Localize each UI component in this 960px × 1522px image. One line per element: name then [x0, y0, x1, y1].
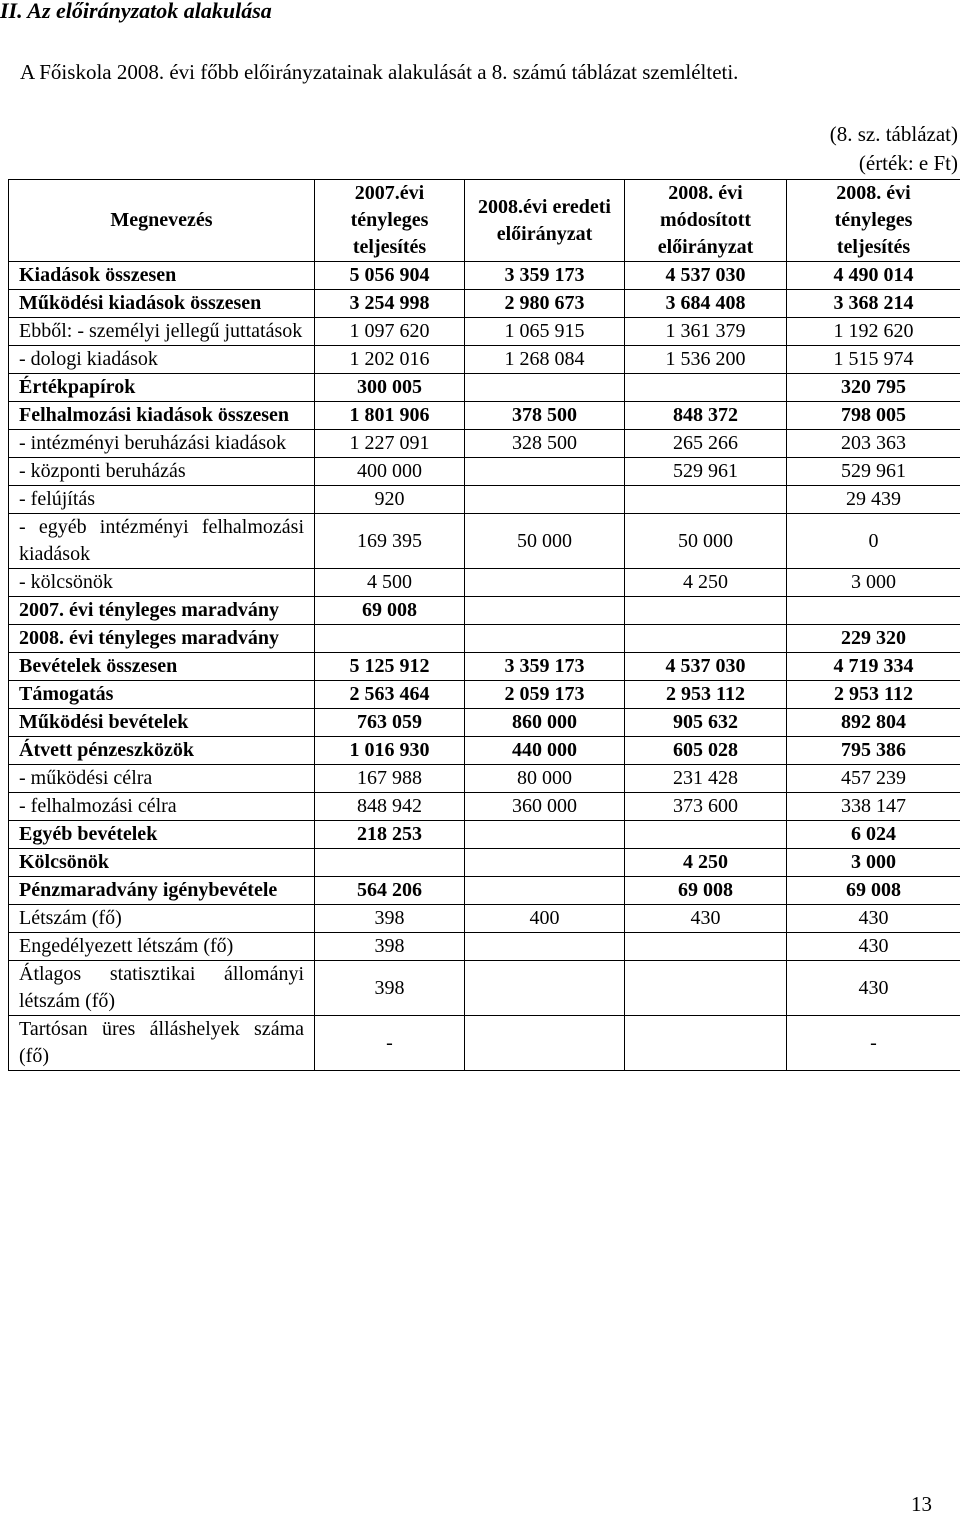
cell-value: 6 024: [787, 821, 960, 849]
table-row: [9, 402, 960, 430]
cell-value: [465, 597, 625, 625]
cell-value: 4 537 030: [625, 653, 787, 681]
cell-value: 69 008: [315, 597, 465, 625]
table-row: [9, 625, 960, 653]
cell-value: 4 537 030: [625, 262, 787, 290]
row-label: Kölcsönök: [9, 849, 315, 877]
cell-value: [465, 849, 625, 877]
cell-value: 5 125 912: [315, 653, 465, 681]
cell-value: [465, 569, 625, 597]
cell-value: 564 206: [315, 877, 465, 905]
cell-value: 3 684 408: [625, 290, 787, 318]
cell-value: 1 016 930: [315, 737, 465, 765]
cell-value: 1 065 915: [465, 318, 625, 346]
cell-value: [625, 486, 787, 514]
row-label: Támogatás: [9, 681, 315, 709]
cell-value: 529 961: [787, 458, 960, 486]
cell-value: 605 028: [625, 737, 787, 765]
cell-value: 231 428: [625, 765, 787, 793]
cell-value: 265 266: [625, 430, 787, 458]
cell-value: 430: [787, 933, 960, 961]
row-label: - kölcsönök: [9, 569, 315, 597]
table-row: [9, 346, 960, 374]
cell-value: 360 000: [465, 793, 625, 821]
row-label: - működési célra: [9, 765, 315, 793]
cell-value: 80 000: [465, 765, 625, 793]
cell-value: 1 536 200: [625, 346, 787, 374]
cell-value: 328 500: [465, 430, 625, 458]
row-label: 2008. évi tényleges maradvány: [9, 625, 315, 653]
row-label: Működési kiadások összesen: [9, 290, 315, 318]
row-label: Egyéb bevételek: [9, 821, 315, 849]
table-row: [9, 737, 960, 765]
table-row: [9, 458, 960, 486]
cell-value: -: [315, 1016, 465, 1071]
cell-value: 3 359 173: [465, 653, 625, 681]
row-label: Bevételek összesen: [9, 653, 315, 681]
cell-value: 440 000: [465, 737, 625, 765]
page-number: 13: [911, 1492, 932, 1516]
cell-value: [465, 458, 625, 486]
cell-value: 430: [787, 905, 960, 933]
header-2008-original: 2008.évi eredeti előirányzat: [465, 180, 625, 262]
table-header-row: [9, 180, 960, 262]
row-label: - dologi kiadások: [9, 346, 315, 374]
cell-value: 1 227 091: [315, 430, 465, 458]
cell-value: 203 363: [787, 430, 960, 458]
cell-value: [625, 1016, 787, 1071]
cell-value: 2 953 112: [625, 681, 787, 709]
cell-value: 430: [787, 961, 960, 1016]
cell-value: [465, 625, 625, 653]
cell-value: 848 372: [625, 402, 787, 430]
row-label: 2007. évi tényleges maradvány: [9, 597, 315, 625]
cell-value: 400: [465, 905, 625, 933]
table-row: [9, 821, 960, 849]
table-row: [9, 262, 960, 290]
cell-value: 3 000: [787, 849, 960, 877]
table-row: [9, 765, 960, 793]
row-label: Tartósan üres álláshelyek száma (fő): [9, 1016, 315, 1071]
cell-value: [315, 625, 465, 653]
cell-value: 1 268 084: [465, 346, 625, 374]
cell-value: 892 804: [787, 709, 960, 737]
row-label: Átlagos statisztikai állományi létszám (fő): [9, 961, 315, 1016]
cell-value: 378 500: [465, 402, 625, 430]
unit-note: (érték: e Ft): [858, 151, 958, 175]
table-row: [9, 681, 960, 709]
cell-value: 1 202 016: [315, 346, 465, 374]
table-row: [9, 961, 960, 1016]
cell-value: [465, 486, 625, 514]
table-row: [9, 653, 960, 681]
cell-value: 4 250: [625, 569, 787, 597]
table-row: [9, 793, 960, 821]
cell-value: 300 005: [315, 374, 465, 402]
cell-value: 4 500: [315, 569, 465, 597]
row-label: Pénzmaradvány igénybevétele: [9, 877, 315, 905]
table-row: [9, 877, 960, 905]
table-row: [9, 905, 960, 933]
cell-value: 1 801 906: [315, 402, 465, 430]
cell-value: [465, 1016, 625, 1071]
cell-value: 50 000: [465, 514, 625, 569]
cell-value: 5 056 904: [315, 262, 465, 290]
cell-value: [625, 933, 787, 961]
cell-value: [465, 374, 625, 402]
cell-value: 2 059 173: [465, 681, 625, 709]
row-label: - intézményi beruházási kiadások: [9, 430, 315, 458]
cell-value: 398: [315, 933, 465, 961]
row-label: Kiadások összesen: [9, 262, 315, 290]
cell-value: 4 250: [625, 849, 787, 877]
cell-value: [465, 821, 625, 849]
table-row: [9, 374, 960, 402]
cell-value: 167 988: [315, 765, 465, 793]
table-row: [9, 514, 960, 569]
table-row: [9, 486, 960, 514]
cell-value: 4 490 014: [787, 262, 960, 290]
intro-paragraph: A Főiskola 2008. évi főbb előirányzatainak alakulását a 8. számú táblázat szemlélteti.: [20, 60, 739, 84]
cell-value: 1 515 974: [787, 346, 960, 374]
cell-value: 398: [315, 961, 465, 1016]
cell-value: 795 386: [787, 737, 960, 765]
cell-value: 2 563 464: [315, 681, 465, 709]
cell-value: 860 000: [465, 709, 625, 737]
header-2007-actual: 2007.évi tényleges teljesítés: [315, 180, 465, 262]
table-row: [9, 933, 960, 961]
cell-value: [787, 597, 960, 625]
cell-value: [625, 821, 787, 849]
cell-value: [625, 625, 787, 653]
table-row: [9, 849, 960, 877]
cell-value: 320 795: [787, 374, 960, 402]
cell-value: 29 439: [787, 486, 960, 514]
cell-value: 69 008: [625, 877, 787, 905]
cell-value: 3 254 998: [315, 290, 465, 318]
row-label: Létszám (fő): [9, 905, 315, 933]
row-label: Értékpapírok: [9, 374, 315, 402]
header-2008-actual: 2008. évi tényleges teljesítés: [787, 180, 960, 262]
row-label: Engedélyezett létszám (fő): [9, 933, 315, 961]
cell-value: 398: [315, 905, 465, 933]
table-reference: (8. sz. táblázat): [829, 122, 958, 146]
cell-value: 848 942: [315, 793, 465, 821]
cell-value: 798 005: [787, 402, 960, 430]
cell-value: 229 320: [787, 625, 960, 653]
cell-value: -: [787, 1016, 960, 1071]
cell-value: 400 000: [315, 458, 465, 486]
cell-value: 3 000: [787, 569, 960, 597]
table-row: [9, 1016, 960, 1071]
cell-value: 430: [625, 905, 787, 933]
header-name: Megnevezés: [9, 180, 315, 262]
cell-value: 2 953 112: [787, 681, 960, 709]
cell-value: 1 097 620: [315, 318, 465, 346]
cell-value: 218 253: [315, 821, 465, 849]
cell-value: 3 368 214: [787, 290, 960, 318]
cell-value: [625, 961, 787, 1016]
row-label: - központi beruházás: [9, 458, 315, 486]
cell-value: [625, 374, 787, 402]
cell-value: [315, 849, 465, 877]
cell-value: 69 008: [787, 877, 960, 905]
cell-value: 1 361 379: [625, 318, 787, 346]
cell-value: 0: [787, 514, 960, 569]
table-row: [9, 318, 960, 346]
cell-value: 1 192 620: [787, 318, 960, 346]
cell-value: 920: [315, 486, 465, 514]
cell-value: 529 961: [625, 458, 787, 486]
row-label: - egyéb intézményi felhalmozási kiadások: [9, 514, 315, 569]
cell-value: 373 600: [625, 793, 787, 821]
cell-value: [465, 877, 625, 905]
cell-value: 3 359 173: [465, 262, 625, 290]
cell-value: 169 395: [315, 514, 465, 569]
budget-table: [8, 179, 960, 1071]
row-label: - felújítás: [9, 486, 315, 514]
table-row: [9, 709, 960, 737]
table-row: [9, 569, 960, 597]
row-label: Átvett pénzeszközök: [9, 737, 315, 765]
cell-value: [465, 961, 625, 1016]
header-2008-modified: 2008. évi módosított előirányzat: [625, 180, 787, 262]
cell-value: 338 147: [787, 793, 960, 821]
cell-value: [465, 933, 625, 961]
row-label: Működési bevételek: [9, 709, 315, 737]
table-row: [9, 290, 960, 318]
cell-value: 2 980 673: [465, 290, 625, 318]
row-label: Felhalmozási kiadások összesen: [9, 402, 315, 430]
table-row: [9, 597, 960, 625]
section-heading: II. Az előirányzatok alakulása: [0, 0, 272, 23]
row-label: - felhalmozási célra: [9, 793, 315, 821]
row-label: Ebből: - személyi jellegű juttatások: [9, 318, 315, 346]
cell-value: 905 632: [625, 709, 787, 737]
table-row: [9, 430, 960, 458]
cell-value: 4 719 334: [787, 653, 960, 681]
cell-value: [625, 597, 787, 625]
cell-value: 457 239: [787, 765, 960, 793]
cell-value: 50 000: [625, 514, 787, 569]
cell-value: 763 059: [315, 709, 465, 737]
